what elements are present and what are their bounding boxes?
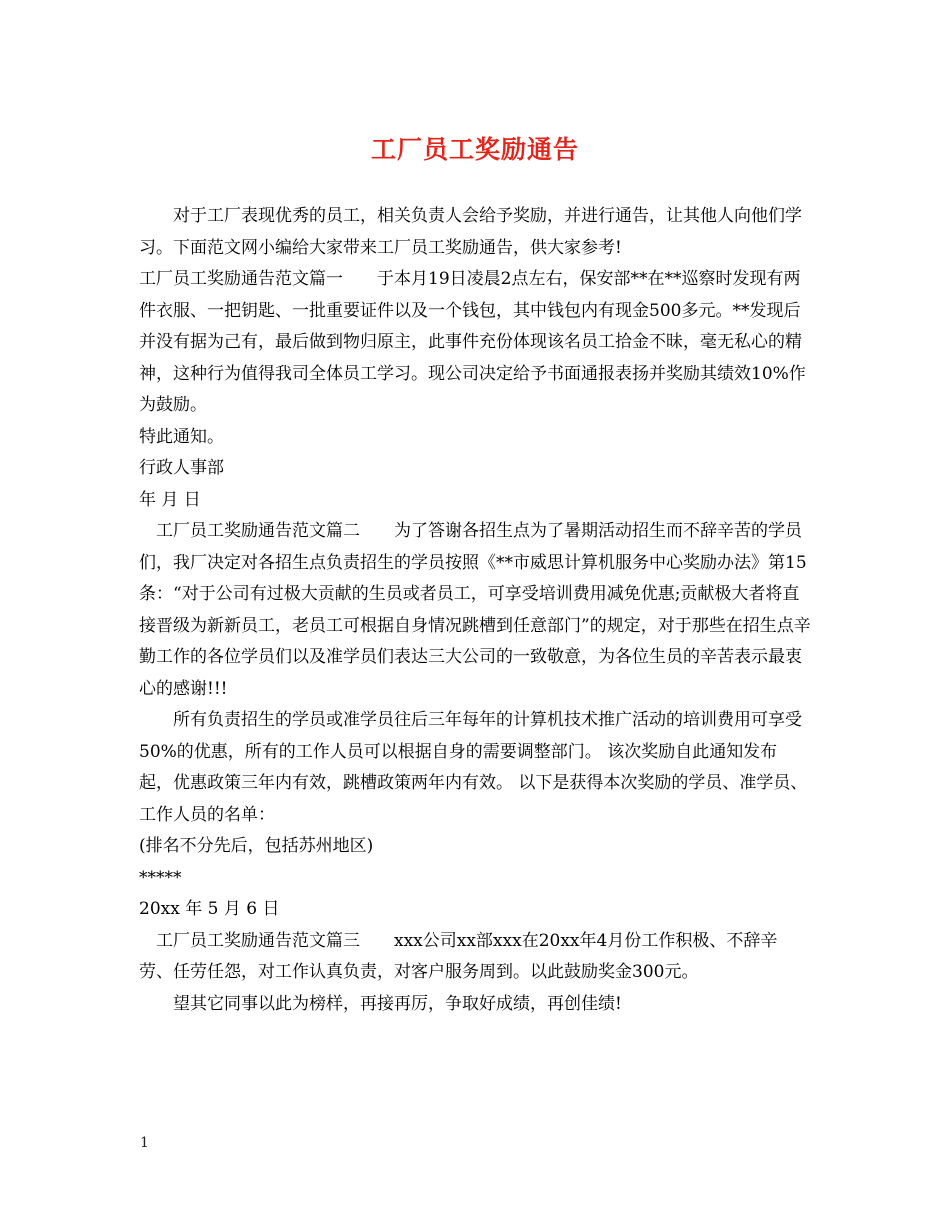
sample-three-paragraph: 工厂员工奖励通告范文篇三 xxx公司xx部xxx在20xx年4月份工作积极、不辞辛劳、任劳任怨，对工作认真负责，对客户服务周到。以此鼓励奖金300元。 — [139, 930, 778, 982]
name-list-placeholder: ***** — [139, 867, 182, 888]
document-title: 工厂员工奖励通告 — [370, 135, 579, 164]
training-discount-paragraph: 所有负责招生的学员或准学员往后三年每年的计算机技术推广活动的培训费用可享受50%的优惠，所有的工作人员可以根据自身的需要调整部门。 该次奖励自此通知发布起，优惠政策三年内有效，跳槽政策两年内有效。 以下是获得本次奖励的学员、准学员、工作人员的名单： — [139, 710, 808, 825]
document-body — [139, 201, 811, 1020]
closing-encouragement: 望其它同事以此为榜样，再接再厉，争取好成绩，再创佳绩! — [173, 993, 622, 1014]
sample-two-paragraph: 工厂员工奖励通告范文篇二 为了答谢各招生点为了暑期活动招生而不辞辛苦的学员们，我厂决定对各招生点负责招生的学员按照《**市威思计算机服务中心奖励办法》第15条：“对于公司有过极大贡献的生员或者员工，可享受培训费用减免优惠;贡献极大者将直接晋级为新新员工，老员工可根据自身情况跳槽到任意部门”的规定，对于那些在招生点辛勤工作的各位学员们以及准学员们表达三大公司的一致敬意，为各位生员的辛苦表示最衷心的感谢!!! — [139, 521, 811, 699]
intro-paragraph: 对于工厂表现优秀的员工，相关负责人会给予奖励，并进行通告，让其他人向他们学习。下面范文网小编给大家带来工厂员工奖励通告，供大家参考! — [139, 206, 802, 258]
issue-date: 20xx 年 5 月 6 日 — [139, 899, 280, 919]
page-number: 1 — [140, 1135, 149, 1151]
date-line: 年 月 日 — [139, 489, 201, 510]
notice-closing: 特此通知。 — [139, 426, 224, 447]
sample-one-paragraph: 工厂员工奖励通告范文篇一 于本月19日凌晨2点左右，保安部**在**巡察时发现有两件衣服、一把钥匙、一批重要证件以及一个钱包，其中钱包内有现金500多元。**发现后并没有据为己有，最后做到物归原主，此事件充份体现该名员工拾金不昧，毫无私心的精神，这种行为值得我司全体员工学习。现公司决定给予书面通报表扬并奖励其绩效10%作为鼓励。 — [139, 269, 806, 415]
ranking-note: (排名不分先后，包括苏州地区) — [139, 836, 374, 856]
department-signature: 行政人事部 — [139, 458, 224, 478]
